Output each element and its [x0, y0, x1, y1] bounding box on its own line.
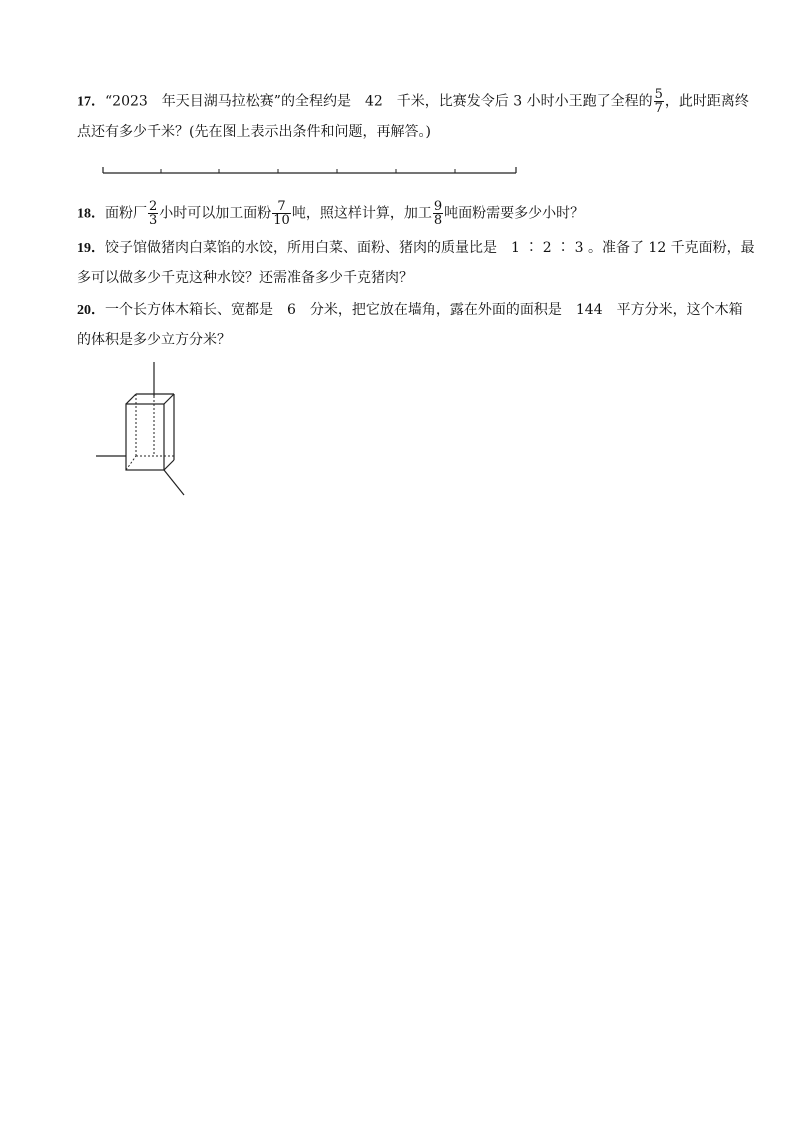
q20-text-b: 的体积是多少立方分米？: [77, 332, 231, 348]
q17-text-b: ，此时距离终: [664, 93, 749, 110]
q17-line-diagram: [98, 160, 523, 180]
q18-frac1-denominator: 3: [149, 213, 158, 228]
q18-text-a: 面粉厂: [105, 205, 147, 222]
q18-frac2-denominator: 10: [273, 213, 290, 228]
box-in-corner-figure: [90, 358, 200, 500]
q17-fraction: [654, 88, 664, 115]
q17-frac-denominator: 7: [654, 101, 663, 116]
q18-frac2-numerator: 7: [277, 199, 286, 214]
q18-fraction-2: [272, 200, 291, 227]
q18-text-d: 吨面粉需要多少小时？: [444, 205, 585, 222]
q20-text-a: 一个长方体木箱长、宽都是 6 分米，把它放在墙角，露在外面的面积是 144 平方分米，这个木箱: [105, 302, 743, 318]
q17-frac-numerator: 5: [654, 87, 663, 102]
q17-text-a: “2023 年天目湖马拉松赛”的全程约是 42 千米，比赛发令后 3 小时小王跑了全程的: [105, 93, 653, 110]
q20-line1: [77, 300, 743, 321]
q17-line1: [77, 88, 749, 115]
q19-line1: [77, 238, 755, 259]
q18-line: [77, 200, 584, 227]
q19-line2: [77, 268, 413, 288]
q17-text-c: 点还有多少千米？(先在图上表示出条件和问题，再解答。): [77, 124, 431, 140]
q19-text-b: 多可以做多少千克这种水饺？还需准备多少千克猪肉？: [77, 270, 413, 286]
q18-fraction-3: [433, 200, 443, 227]
q18-text-c: 吨，照这样计算，加工: [291, 205, 432, 222]
q18-frac3-denominator: 8: [433, 213, 443, 228]
q20-line2: [77, 330, 231, 350]
q18-text-b: 小时可以加工面粉: [159, 205, 272, 222]
q18-frac3-numerator: 9: [433, 199, 443, 214]
q19-number: 19．: [77, 241, 105, 256]
q18-fraction-1: [148, 200, 158, 227]
q19-text-a: 饺子馆做猪肉白菜馅的水饺，所用白菜、面粉、猪肉的质量比是 1 ∶ 2 ∶ 3 。准备了 12 千克面粉，最: [105, 240, 755, 256]
q17-number: 17．: [77, 94, 105, 110]
q17-line2: [77, 122, 431, 142]
q18-number: 18．: [77, 206, 105, 222]
q18-frac1-numerator: 2: [149, 199, 158, 214]
q20-number: 20．: [77, 303, 105, 318]
